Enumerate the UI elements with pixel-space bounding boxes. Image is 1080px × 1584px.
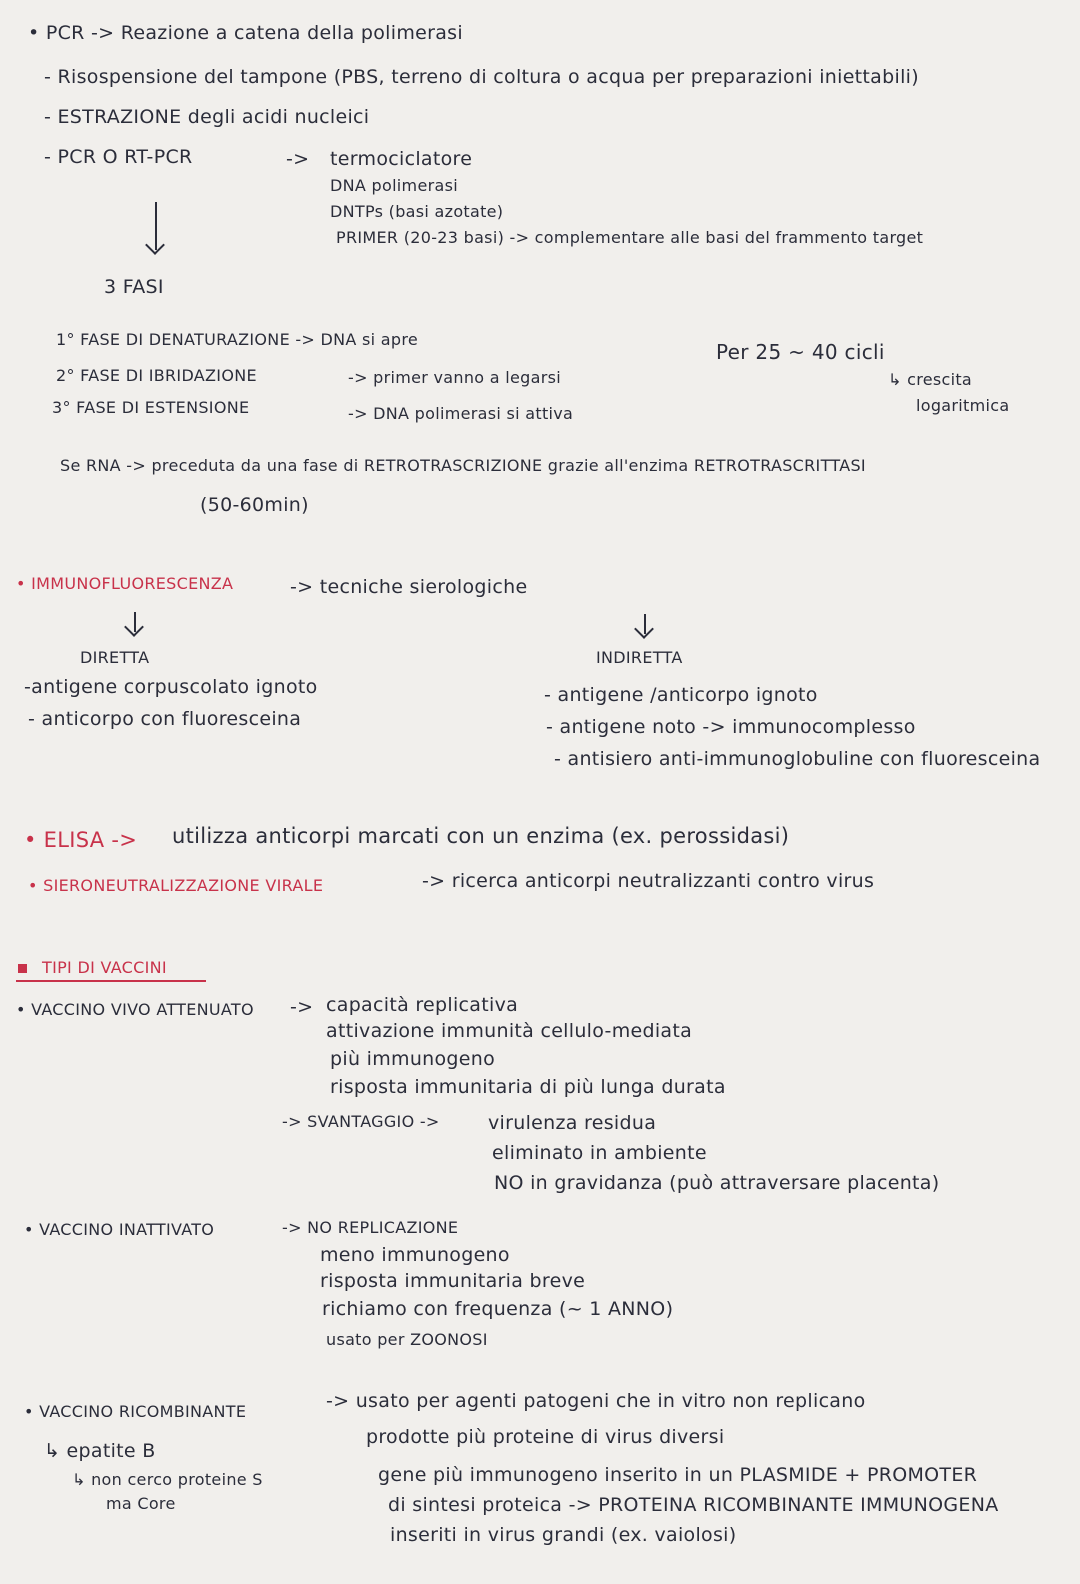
siero-label-text: SIERONEUTRALIZZAZIONE VIRALE [43,876,324,895]
pcr-crescita-1: ↳ crescita [888,370,973,389]
vaccino-vivo-4: risposta immunitaria di più lunga durata [330,1076,726,1098]
pcr-rna-1: Se RNA -> preceduta da una fase di RETROTRASCRIZIONE grazie all'enzima RETROTRASCRITTASI [60,456,866,475]
vaccino-ricombinante-4: di sintesi proteica -> PROTEINA RICOMBINANTE IMMUNOGENA [388,1494,999,1516]
pcr-fasi: 3 FASI [104,276,164,298]
ifl-diretta-2: - anticorpo con fluoresceina [28,708,302,730]
pcr-rna-2: (50-60min) [200,494,309,516]
down-arrow-icon [134,612,136,632]
ifl-indiretta-2: - antigene noto -> immunocomplesso [546,716,916,738]
pcr-step-2: - ESTRAZIONE degli acidi nucleici [44,106,370,128]
vaccino-vivo-2: attivazione immunità cellulo-mediata [326,1020,693,1042]
siero-label: • SIERONEUTRALIZZAZIONE VIRALE [28,876,324,895]
pcr-cicli: Per 25 ~ 40 cicli [716,340,885,364]
vaccino-ricombinante-1: -> usato per agenti patogeni che in vitro non replicano [326,1390,866,1412]
pcr-crescita-2: logaritmica [916,396,1010,415]
ifl-indiretta-1: - antigene /anticorpo ignoto [544,684,818,706]
elisa-label-text: ELISA -> [43,828,138,852]
vaccini-title: TIPI DI VACCINI [42,958,167,977]
pcr-req-2: DNA polimerasi [330,176,458,195]
elisa-text: utilizza anticorpi marcati con un enzima (ex. perossidasi) [172,824,790,848]
pcr-fase-3: 3° FASE DI ESTENSIONE [52,398,250,417]
pcr-req-4: PRIMER (20-23 basi) -> complementare alle basi del frammento target [336,228,924,247]
ifl-title: • IMMUNOFLUORESCENZA [16,574,234,593]
epatite-b-note: ↳ epatite B [44,1440,156,1462]
proteine-s-note: ↳ non cerco proteine S [72,1470,263,1489]
ifl-diretta-1: -antigene corpuscolato ignoto [24,676,318,698]
ifl-indiretta-3: - antisiero anti-immunoglobuline con fluoresceina [554,748,1041,770]
vaccino-vivo-3: più immunogeno [330,1048,496,1070]
pcr-fase-3-desc: -> DNA polimerasi si attiva [348,404,574,423]
vaccino-ricombinante-3: gene più immunogeno inserito in un PLASMIDE + PROMOTER [378,1464,978,1486]
vaccino-ricombinante-label: • VACCINO RICOMBINANTE [24,1402,247,1421]
svantaggio-1: virulenza residua [488,1112,657,1134]
pcr-arrow: -> [286,148,310,170]
pcr-fase-2: 2° FASE DI IBRIDAZIONE [56,366,257,385]
down-arrow-icon [155,202,157,250]
vaccino-inattivato-2: meno immunogeno [320,1244,510,1266]
pcr-step-3: - PCR O RT-PCR [44,146,193,168]
vaccino-vivo-1: capacità replicativa [326,994,519,1016]
square-bullet-icon [18,964,27,973]
vaccino-inattivato-label: • VACCINO INATTIVATO [24,1220,215,1239]
vaccino-ricombinante-5: inseriti in virus grandi (ex. vaiolosi) [390,1524,737,1546]
vaccino-inattivato-4: richiamo con frequenza (~ 1 ANNO) [322,1298,674,1320]
pcr-req-3: DNTPs (basi azotate) [330,202,504,221]
vaccino-vivo-label: • VACCINO VIVO ATTENUATO [16,1000,254,1019]
svantaggio-3: NO in gravidanza (può attraversare placenta) [494,1172,940,1194]
pcr-req-1: termociclatore [330,148,473,170]
down-arrow-icon [644,614,646,634]
elisa-label: • ELISA -> [24,828,138,852]
title-underline [16,980,206,982]
svantaggio-2: eliminato in ambiente [492,1142,707,1164]
pcr-title: • PCR -> Reazione a catena della polimerasi [28,22,463,44]
ifl-title-rest: -> tecniche sierologiche [290,576,528,598]
pcr-step-1: - Risospensione del tampone (PBS, terreno di coltura o acqua per preparazioni iniettabili) [44,66,919,88]
pcr-fase-1: 1° FASE DI DENATURAZIONE -> DNA si apre [56,330,419,349]
ifl-title-text: IMMUNOFLUORESCENZA [31,574,234,593]
vaccino-ricombinante-2: prodotte più proteine di virus diversi [366,1426,725,1448]
vaccino-inattivato-3: risposta immunitaria breve [320,1270,586,1292]
ifl-indiretta: INDIRETTA [596,648,683,667]
pcr-fase-2-desc: -> primer vanno a legarsi [348,368,561,387]
svantaggio-label: -> SVANTAGGIO -> [282,1112,440,1131]
vaccino-inattivato-5: usato per ZOONOSI [326,1330,488,1349]
vaccino-inattivato-1: -> NO REPLICAZIONE [282,1218,459,1237]
siero-text: -> ricerca anticorpi neutralizzanti contro virus [422,870,875,892]
vaccino-vivo-arrow: -> [290,996,314,1018]
ifl-diretta: DIRETTA [80,648,150,667]
core-note: ma Core [106,1494,176,1513]
